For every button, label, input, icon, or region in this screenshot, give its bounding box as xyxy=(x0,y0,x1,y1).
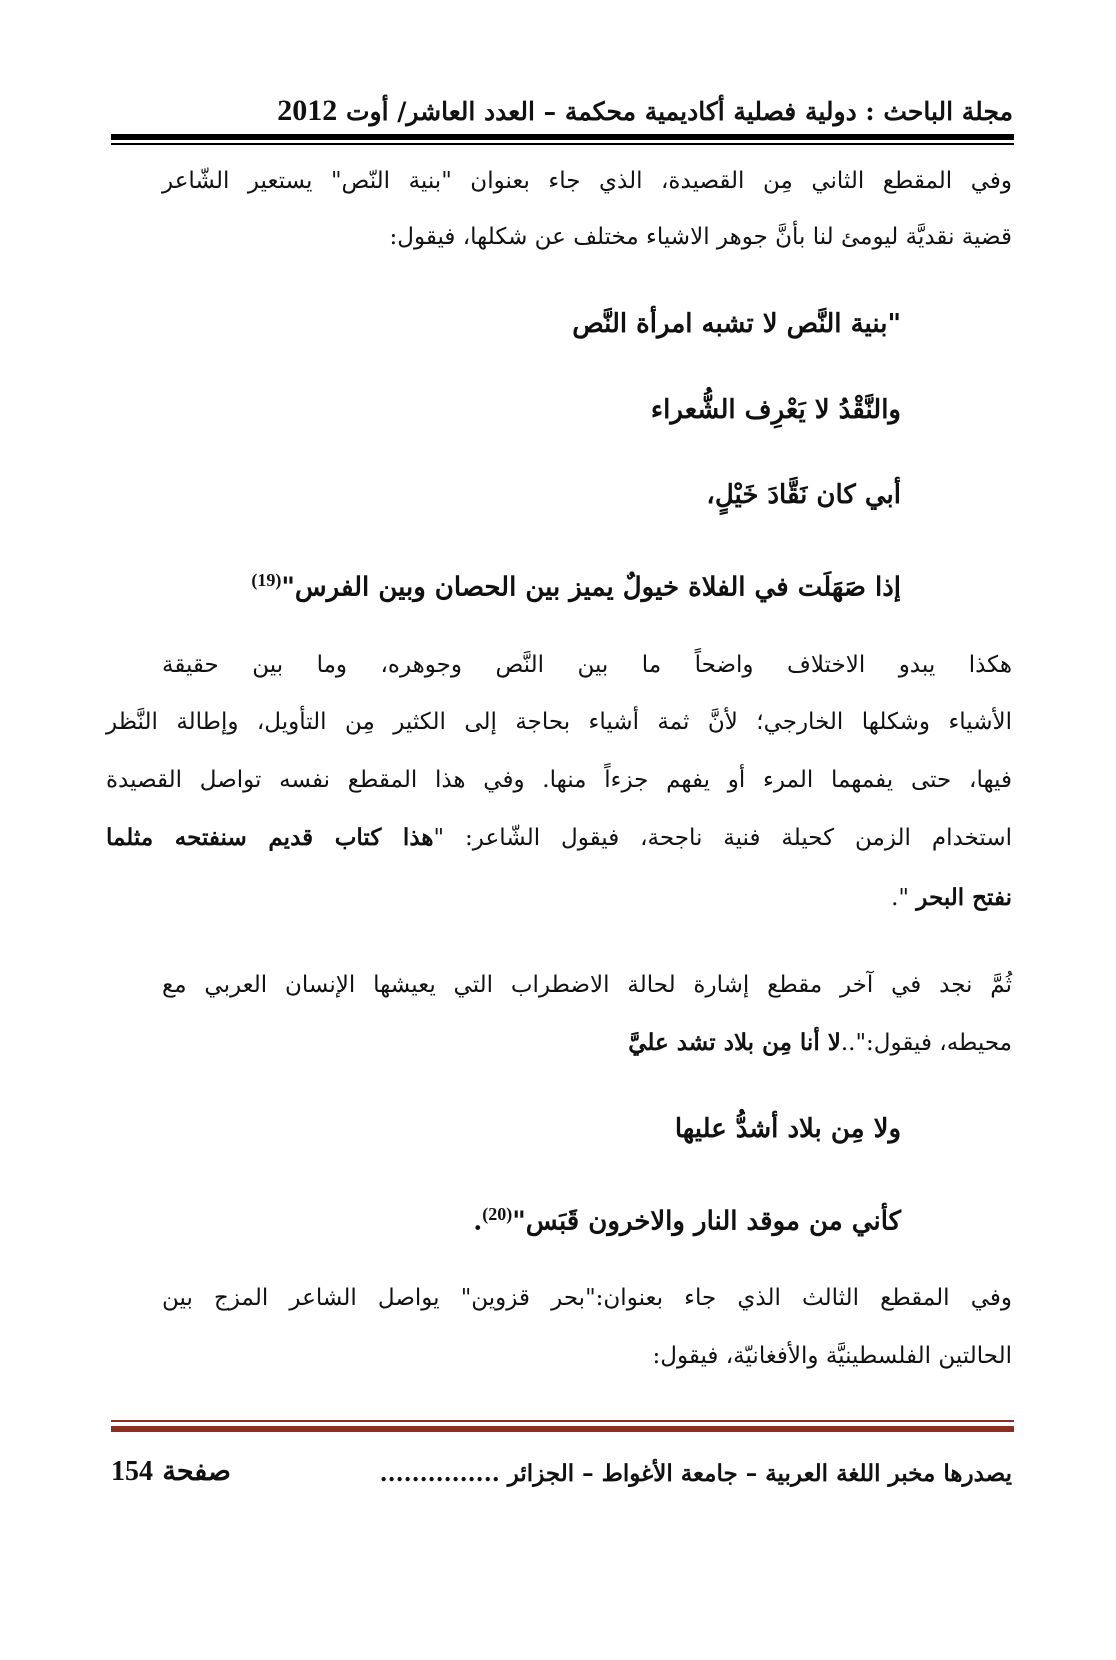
journal-year: 2012 xyxy=(277,94,338,127)
paragraph-2-line-1: هكذا يبدو الاختلاف واضحاً ما بين النَّص وجوهره، وما بين حقيقة xyxy=(162,652,1012,678)
footnote-ref-19: (19) xyxy=(251,570,282,590)
verse-line-6-text: كأني من موقد النار والاخرون قَبَس" xyxy=(512,1206,901,1237)
header-rule-thick xyxy=(111,134,1014,140)
footer-rule-thick xyxy=(111,1426,1014,1432)
paragraph-2-line-3: فيها، حتى يفمهما المرء أو يفهم جزءاً منها. وفي هذا المقطع نفسه تواصل القصيدة xyxy=(106,767,1012,793)
footer-publisher: يصدرها مخبر اللغة العربية – جامعة الأغواط – الجزائر ............... xyxy=(379,1460,1012,1487)
paragraph-3-line-2 xyxy=(106,1028,1012,1058)
verse-line-4-text: إذا صَهَلَت في الفلاة خيولٌ يميز بين الحصان وبين الفرس" xyxy=(281,572,901,603)
journal-title: مجلة الباحث : دولية فصلية أكاديمية محكمة – العدد العاشر/ أوت xyxy=(345,97,1013,126)
verse-line-4 xyxy=(251,563,901,605)
paragraph-2-line-4-plain: استخدام الزمن كحيلة فنية ناجحة، فيقول الشّاعر: " xyxy=(433,825,1012,851)
footnote-ref-20: (20) xyxy=(482,1204,513,1224)
paragraph-4-line-2: الحالتين الفلسطينيَّة والأفغانيّة، فيقول: xyxy=(652,1343,1012,1369)
quote-bold-1: هذا كتاب قديم سنفتحه مثلما xyxy=(106,824,434,851)
paragraph-3-line-2-plain: محيطه، فيقول:".. xyxy=(840,1030,1012,1056)
paragraph-2-line-4 xyxy=(106,823,1012,853)
quote-bold-2: نفتح البحر xyxy=(916,884,1012,911)
paragraph-1-line-2: قضية نقديَّة ليومئ لنا بأنَّ جوهر الاشياء مختلف عن شكلها، فيقول: xyxy=(389,224,1012,250)
verse-line-3: أبي كان نَقَّادَ خَيْلٍ، xyxy=(706,480,901,510)
footer-page-info xyxy=(111,1456,231,1488)
footer-rule-thin xyxy=(111,1420,1014,1422)
verse-line-1: "بنية النَّص لا تشبه امرأة النَّص xyxy=(572,309,901,339)
paragraph-2-line-5-plain: ". xyxy=(891,885,917,911)
page-label: صفحة xyxy=(162,1456,231,1487)
paragraph-2-line-5 xyxy=(106,883,1012,913)
journal-header xyxy=(103,94,1013,128)
verse-line-2: والنَّقْدُ لا يَعْرِف الشُّعراء xyxy=(650,395,901,425)
paragraph-4-line-1: وفي المقطع الثالث الذي جاء بعنوان:"بحر قزوين" يواصل الشاعر المزج بين xyxy=(162,1285,1012,1311)
paragraph-3-line-1: ثُمَّ نجد في آخر مقطع إشارة لحالة الاضطراب التي يعيشها الإنسان العربي مع xyxy=(162,972,1012,998)
paragraph-1-line-1: وفي المقطع الثاني مِن القصيدة، الذي جاء بعنوان "بنية النّص" يستعير الشّاعر xyxy=(162,168,1012,194)
verse-line-6 xyxy=(473,1197,901,1239)
page-number: 154 xyxy=(111,1456,153,1487)
quote-bold-3: لا أنا مِن بلاد تشد عليَّ xyxy=(628,1029,841,1056)
header-rule-thin xyxy=(111,143,1014,145)
verse-line-5: ولا مِن بلاد أشدُّ عليها xyxy=(674,1114,901,1144)
paragraph-2-line-2: الأشياء وشكلها الخارجي؛ لأنَّ ثمة أشياء بحاجة إلى الكثير مِن التأويل، وإطالة النَّظر xyxy=(106,709,1012,735)
verse-line-6-end: . xyxy=(473,1206,483,1237)
